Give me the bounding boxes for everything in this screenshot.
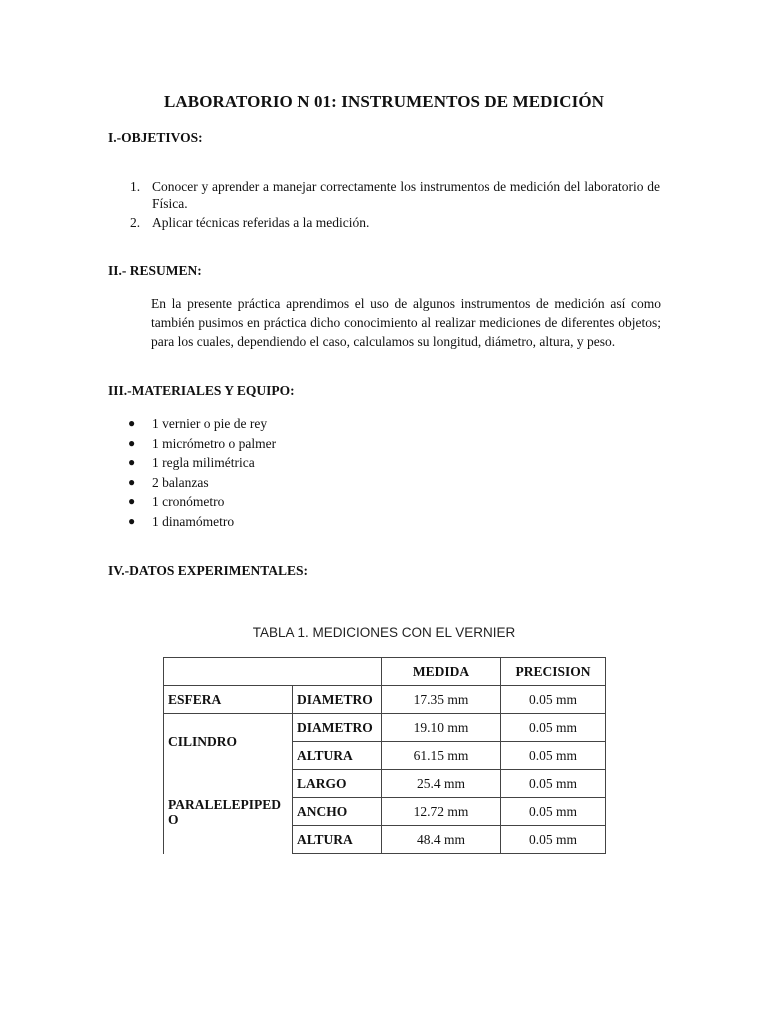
list-item: [128, 492, 276, 512]
empty-header-cell: [164, 658, 382, 686]
table-caption: TABLA 1. MEDICIONES CON EL VERNIER: [252, 625, 516, 640]
list-text: 1 dinamómetro: [152, 513, 235, 529]
dimension-cell: ANCHO: [293, 798, 382, 826]
group-paralelepipedo: PARALELEPIPED O: [164, 770, 293, 854]
header-medida: MEDIDA: [382, 658, 501, 686]
bullet-icon: ●: [128, 416, 136, 430]
list-text: 1 cronómetro: [152, 494, 225, 509]
measurements-table: [163, 657, 606, 854]
document-title: LABORATORIO N 01: INSTRUMENTOS DE MEDICIÓN: [163, 92, 605, 111]
materiales-heading: III.-MATERIALES Y EQUIPO:: [108, 383, 295, 398]
table-row: [164, 714, 606, 742]
datos-heading: IV.-DATOS EXPERIMENTALES:: [108, 563, 309, 578]
dimension-cell: DIAMETRO: [293, 714, 382, 742]
materiales-list: [128, 414, 276, 531]
bullet-icon: ●: [128, 474, 136, 489]
header-precision: PRECISION: [501, 658, 606, 686]
list-item: [128, 453, 276, 473]
table-row: [164, 770, 606, 798]
list-number: 1.: [130, 179, 141, 194]
precision-cell: 0.05 mm: [501, 714, 606, 742]
precision-cell: 0.05 mm: [501, 798, 606, 826]
resumen-heading: II.- RESUMEN:: [108, 263, 202, 278]
precision-cell: 0.05 mm: [501, 770, 606, 798]
dimension-cell: DIAMETRO: [293, 686, 382, 714]
group-cilindro: CILINDRO: [164, 714, 293, 770]
bullet-icon: ●: [128, 455, 136, 469]
precision-cell: 0.05 mm: [501, 742, 606, 770]
precision-cell: 0.05 mm: [501, 826, 606, 854]
table-header-row: [164, 658, 606, 686]
medida-cell: 17.35 mm: [382, 686, 501, 714]
bullet-icon: ●: [128, 435, 136, 450]
precision-cell: 0.05 mm: [501, 686, 606, 714]
list-text: 1 vernier o pie de rey: [152, 416, 268, 431]
list-text: 2 balanzas: [152, 474, 209, 490]
medida-cell: 25.4 mm: [382, 770, 501, 798]
dimension-cell: LARGO: [293, 770, 382, 798]
list-text: Aplicar técnicas referidas a la medición.: [152, 215, 370, 230]
resumen-paragraph: En la presente práctica aprendimos el uso de algunos instrumentos de medición así como también pusimos en práctica dicho conocimiento al realizar mediciones de diferentes objetos; para los cuales, dependiendo el caso, calculamos su longitud, diámetro, altura, y peso.: [151, 296, 661, 349]
list-text: 1 micrómetro o palmer: [152, 435, 277, 451]
list-item: [128, 473, 276, 493]
list-text: 1 regla milimétrica: [152, 455, 255, 470]
medida-cell: 19.10 mm: [382, 714, 501, 742]
medida-cell: 12.72 mm: [382, 798, 501, 826]
list-item: [128, 512, 276, 532]
list-item: [108, 215, 660, 232]
list-item: [108, 179, 660, 212]
list-item: [128, 434, 276, 454]
bullet-icon: ●: [128, 494, 136, 508]
dimension-cell: ALTURA: [293, 742, 382, 770]
objetivos-heading: I.-OBJETIVOS:: [108, 130, 203, 145]
objetivos-list: [108, 179, 660, 235]
medida-cell: 48.4 mm: [382, 826, 501, 854]
dimension-cell: ALTURA: [293, 826, 382, 854]
list-number: 2.: [130, 215, 141, 230]
table-row: [164, 686, 606, 714]
group-esfera: ESFERA: [164, 686, 293, 714]
medida-cell: 61.15 mm: [382, 742, 501, 770]
bullet-icon: ●: [128, 513, 136, 528]
list-text: Conocer y aprender a manejar correctamente los instrumentos de medición del laboratorio de Física.: [152, 179, 660, 211]
list-item: [128, 414, 276, 434]
